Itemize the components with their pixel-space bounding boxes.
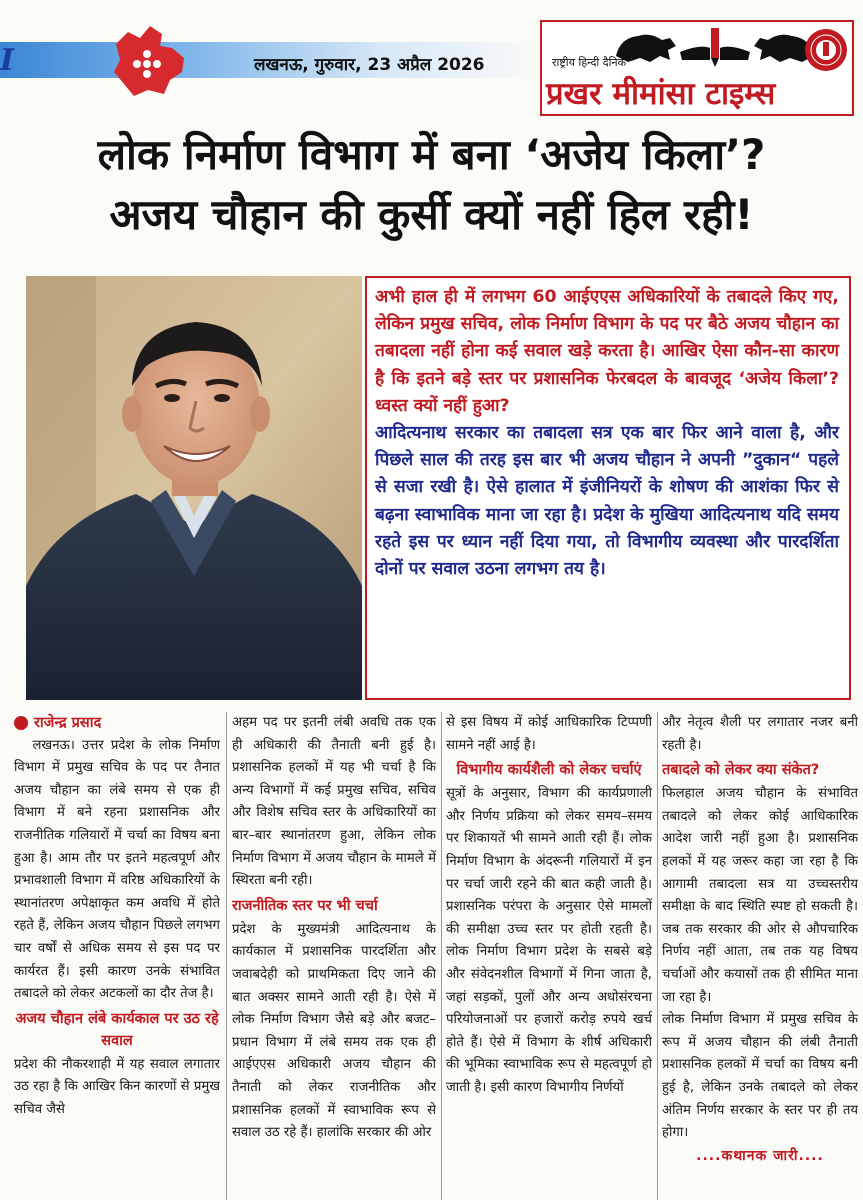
column-divider	[226, 712, 227, 1200]
article-paragraph: अहम पद पर इतनी लंबी अवधि तक एक ही अधिकारी की तैनाती बनी हुई है। प्रशासनिक हलकों में यह भी चर्चा है कि अन्य विभागों में कई प्रमुख सचिव, सचिव और विशेष सचिव स्तर के अधिकारियों का बार–बार स्थानांतरण हुआ, लेकिन लोक निर्माण विभाग में अजय चौहान के मामले में स्थिरता बनी रही।	[232, 715, 436, 889]
portrait-photo	[26, 276, 362, 700]
article-paragraph: प्रदेश के मुख्यमंत्री आदित्यनाथ के कार्यकाल में प्रशासनिक पारदर्शिता और जवाबदेही को प्राथमिकता दिए जाने की बात अक्सर सामने आती रही है। ऐसे में लोक निर्माण विभाग जैसे बड़े और बजट–प्रधान विभाग में लंबे समय तक एक ही आईएएस अधिकारी अजय चौहान की तैनाती को लेकर राजनीतिक और प्रशासनिक हलकों में स्वाभाविक रूप से सवाल उठ रहे हैं। हालांकि सरकार की ओर	[232, 921, 436, 1141]
article-paragraph: फिलहाल अजय चौहान के संभावित तबादले को लेकर कोई आधिकारिक आदेश जारी नहीं हुआ है। प्रशासनिक हलकों में यह जरूर कहा जा रहा है कि आगामी तबादला सत्र या उच्चस्तरीय समीक्षा के बाद स्थिति स्पष्ट हो सकती है। जब तक सरकार की ओर से औपचारिक निर्णय नहीं आता, तब तक यह विषय चर्चाओं और कयासों तक ही सीमित माना जा रहा है।	[662, 786, 858, 1005]
byline-author: राजेन्द्र प्रसाद	[34, 715, 102, 731]
byline	[14, 712, 220, 735]
newspaper-logo	[540, 20, 854, 116]
seal-icon	[804, 28, 848, 72]
intro-paragraph-2: आदित्यनाथ सरकार का तबादला सत्र एक बार फिर आने वाला है, और पिछले साल की तरह इस बार भी अजय चौहान ने अपनी ”दुकान“ पहले से सजा रखी है। ऐसे हालात में इंजीनियरों के शोषण की आशंका फिर से बढ़ना स्वाभाविक माना जा रहा है। प्रदेश के मुखिया आदित्यनाथ यदि समय रहते इस पर ध्यान नहीं दिया गया, तो विभागीय व्यवस्था और पारदर्शिता दोनों पर सवाल उठना लगभग तय है।	[375, 423, 839, 580]
intro-box	[365, 276, 851, 700]
subheading: अजय चौहान लंबे कार्यकाल पर उठ रहे सवाल	[15, 1010, 219, 1049]
article-paragraph: से इस विषय में कोई आधिकारिक टिप्पणी सामने नहीं आई है।	[446, 715, 652, 753]
article-paragraph: लखनऊ। उत्तर प्रदेश के लोक निर्माण विभाग में प्रमुख सचिव के पद पर तैनात अजय चौहान का लंबे समय से एक ही विभाग में बने रहना प्रशासनिक और राजनीतिक गलियारों में चर्चा का विषय बना हुआ है। आम तौर पर इतने महत्वपूर्ण और प्रभावशाली विभाग में वरिष्ठ अधिकारियों के स्थानांतरण अपेक्षाकृत कम अवधि में होते रहते हैं, लेकिन अजय चौहान पिछले लगभग चार वर्षों से अधिक समय से इस पद पर कार्यरत हैं। इसी कारण उनके संभावित तबादले को लेकर अटकलों का दौर तेज है।	[14, 737, 220, 1002]
article-column-1	[14, 712, 220, 1200]
state-map-icon	[110, 24, 188, 98]
headline	[0, 125, 863, 265]
column-divider	[441, 712, 442, 1200]
bullet-icon	[14, 716, 28, 730]
lions-pen-emblem-icon	[610, 26, 820, 68]
subheading: तबादले को लेकर क्या संकेत?	[662, 762, 820, 779]
headline-line-1: लोक निर्माण विभाग में बना ‘अजेय किला’?	[97, 130, 766, 179]
subheading: विभागीय कार्यशैली को लेकर चर्चाएं	[456, 762, 642, 779]
article-column-2	[232, 712, 436, 1200]
column-divider	[657, 712, 658, 1200]
dateline: लखनऊ, गुरुवार, 23 अप्रैल 2026	[254, 55, 485, 75]
masthead	[0, 0, 863, 118]
masthead-stripe-letter: I	[0, 43, 15, 78]
paper-tagline: राष्ट्रीय हिन्दी दैनिक	[552, 56, 627, 69]
article-column-3	[446, 712, 652, 1200]
article-column-4	[662, 712, 858, 1200]
intro-paragraph-1: अभी हाल ही में लगभग 60 आईएएस अधिकारियों के तबादले किए गए, लेकिन प्रमुख सचिव, लोक निर्माण विभाग के पद पर बैठे अजय चौहान का तबादला नहीं होना कई सवाल खड़े करता है। आखिर ऐसा कौन-सा कारण है कि इतने बड़े स्तर पर प्रशासनिक फेरबदल के बावजूद ‘अजेय किला’? ध्वस्त क्यों नहीं हुआ?	[375, 287, 839, 416]
article-paragraph: प्रदेश की नौकरशाही में यह सवाल लगातार उठ रहा है कि आखिर किन कारणों से प्रमुख सचिव जैसे	[14, 1056, 220, 1117]
subheading: राजनीतिक स्तर पर भी चर्चा	[232, 897, 378, 914]
article-paragraph: सूत्रों के अनुसार, विभाग की कार्यप्रणाली और निर्णय प्रक्रिया को लेकर समय–समय पर शिकायतें भी सामने आती रही हैं। लोक निर्माण विभाग के अंदरूनी गलियारों में इन पर चर्चा जारी रहने की बात कही जाती है। प्रशासनिक परंपरा के अनुसार ऐसे मामलों की समीक्षा उच्च स्तर पर होती रहती है। लोक निर्माण विभाग प्रदेश के सबसे बड़े और संवेदनशील विभागों में गिना जाता है, जहां सड़कों, पुलों और अन्य अधोसंरचना परियोजनाओं पर हजारों करोड़ रुपये खर्च होते हैं। ऐसे में विभाग के शीर्ष अधिकारी की भूमिका स्वाभाविक रूप से महत्वपूर्ण हो जाती है। इसी कारण विभागीय निर्णयों	[446, 786, 652, 1095]
article-paragraph: और नेतृत्व शैली पर लगातार नजर बनी रहती है।	[662, 715, 858, 753]
continued-note: ....कथानक जारी....	[696, 1147, 824, 1164]
headline-line-2: अजय चौहान की कुर्सी क्यों नहीं हिल रही!	[109, 190, 754, 239]
article-paragraph: लोक निर्माण विभाग में प्रमुख सचिव के रूप में अजय चौहान की लंबी तैनाती प्रशासनिक हलकों में चर्चा का विषय बनी हुई है, लेकिन उनके तबादले को लेकर अंतिम निर्णय सरकार के स्तर पर ही तय होगा।	[662, 1012, 858, 1141]
paper-name: प्रखर मीमांसा टाइम्स	[546, 76, 776, 112]
